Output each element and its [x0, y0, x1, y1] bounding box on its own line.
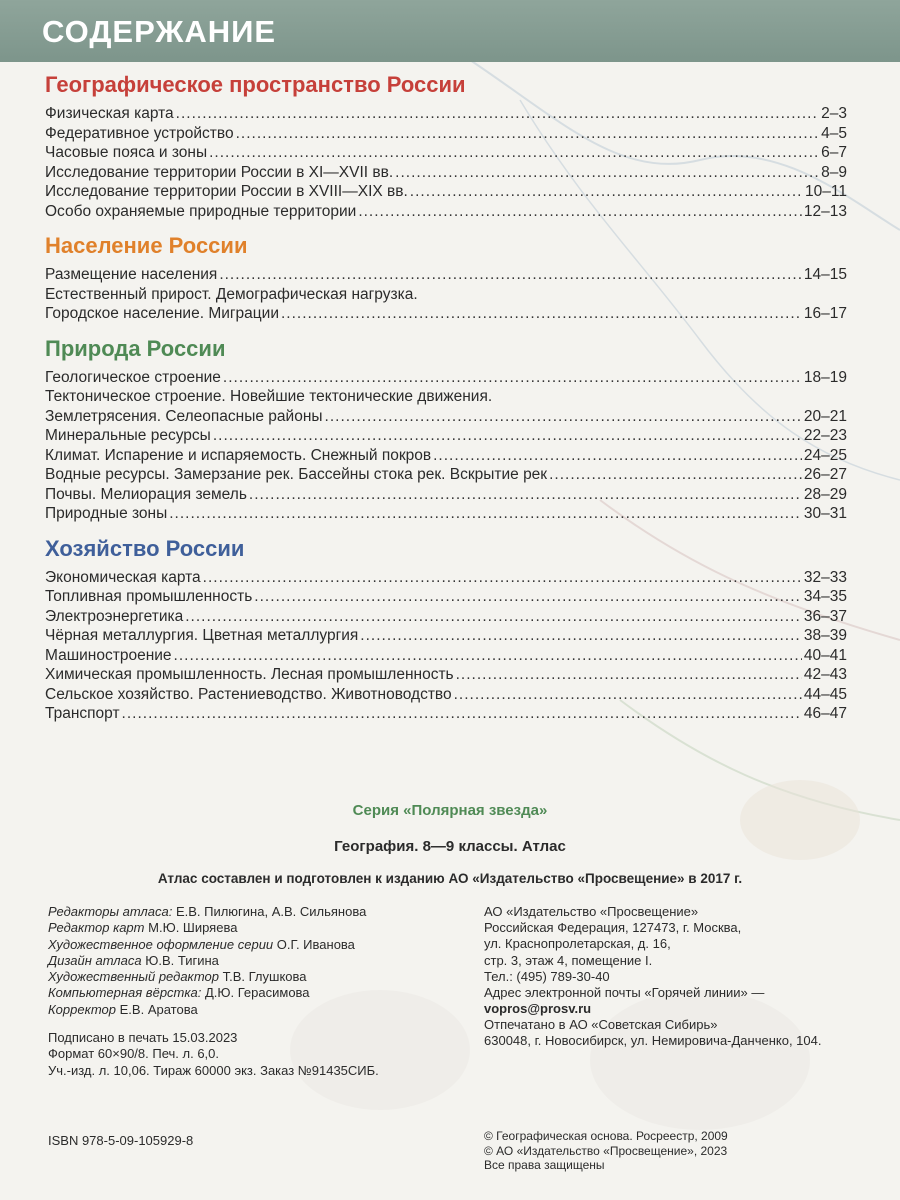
toc-entry[interactable]: Размещение населения ..... 14–15 [45, 265, 847, 285]
print-info-line: Подписано в печать 15.03.2023 [48, 1030, 238, 1045]
series-name: Серия «Полярная звезда» [352, 802, 548, 819]
publisher-line: АО «Издательство «Просвещение» [484, 904, 699, 919]
print-info-line: Уч.-изд. л. 10,06. Тираж 60000 экз. Заказ №91435СИБ. [48, 1062, 379, 1078]
toc-section [45, 231, 847, 324]
publisher-line: стр. 3, этаж 4, помещение I. [484, 952, 653, 968]
credit-line: Художественное оформление серии О.Г. Иванова [48, 936, 355, 952]
credit-line: Редактор карт М.Ю. Ширяева [48, 920, 238, 936]
isbn: ISBN 978-5-09-105929-8 [48, 1133, 194, 1148]
toc-entry[interactable]: Землетрясения. Селеопасные районы ..... 20–21 [45, 407, 847, 427]
section-title: Хозяйство России [45, 535, 245, 561]
toc-section [45, 70, 847, 221]
publisher-block [484, 904, 884, 1017]
toc-entry[interactable]: Федеративное устройство ..... 4–5 [45, 124, 847, 144]
credit-line: Корректор Е.В. Аратова [48, 1001, 198, 1017]
copyright-line: © Географическая основа. Росреестр, 2009 [484, 1129, 728, 1143]
toc-entry[interactable]: Водные ресурсы. Замерзание рек. Бассейны стока рек. Вскрытие рек ..... 26–27 [45, 465, 847, 485]
toc-entry[interactable]: Экономическая карта ..... 32–33 [45, 568, 847, 588]
toc-entry[interactable]: Транспорт ..... 46–47 [45, 704, 847, 724]
publisher-line: Адрес электронной почты «Горячей линии» — [484, 985, 765, 1001]
page-title: СОДЕРЖАНИЕ [42, 14, 277, 49]
section-title: Географическое пространство России [45, 72, 466, 97]
email-link[interactable]: vopros@prosv.ru [484, 1001, 592, 1017]
credit-line: Редакторы атласа: Е.В. Пилюгина, А.В. Сильянова [48, 904, 367, 919]
toc-entry[interactable]: Почвы. Мелиорация земель ..... 28–29 [45, 485, 847, 505]
toc-entry[interactable]: Климат. Испарение и испаряемость. Снежный покров ..... 24–25 [45, 446, 847, 466]
toc-entry[interactable]: Геологическое строение ..... 18–19 [45, 368, 847, 388]
toc-entry[interactable]: Часовые пояса и зоны ..... 6–7 [45, 143, 847, 163]
printer-line: Отпечатано в АО «Советская Сибирь» [484, 1017, 718, 1032]
toc-entry[interactable]: Городское население. Миграции ..... 16–17 [45, 304, 847, 324]
compiled-note: Атлас составлен и подготовлен к изданию АО «Издательство «Просвещение» в 2017 г. [157, 871, 743, 886]
toc-entry[interactable]: Природные зоны ..... 30–31 [45, 504, 847, 524]
publisher-line: ул. Краснопролетарская, д. 16, [484, 936, 671, 952]
toc-section [45, 534, 847, 724]
copyright-line: Все права защищены [484, 1158, 605, 1172]
credits-block [48, 904, 468, 1018]
section-title: Население России [45, 233, 248, 258]
print-info-line: Формат 60×90/8. Печ. л. 6,0. [48, 1046, 219, 1062]
toc-section [45, 334, 847, 524]
book-title: География. 8—9 классы. Атлас [334, 838, 566, 855]
copyright-line: © АО «Издательство «Просвещение», 2023 [484, 1143, 728, 1158]
header-band [0, 0, 900, 62]
publisher-line: Российская Федерация, 127473, г. Москва, [484, 920, 742, 936]
credit-line: Компьютерная вёрстка: Д.Ю. Герасимова [48, 985, 310, 1001]
toc-entry[interactable]: Минеральные ресурсы ..... 22–23 [45, 426, 847, 446]
toc-entry[interactable]: Машиностроение ..... 40–41 [45, 646, 847, 666]
printer-block [484, 1017, 894, 1050]
toc-entry[interactable]: Естественный прирост. Демографическая нагрузка. [45, 285, 418, 303]
toc-entry[interactable]: Тектоническое строение. Новейшие тектонические движения. [45, 388, 493, 405]
copyright-block [484, 1129, 884, 1173]
toc-entry[interactable]: Исследование территории России в XI—XVII вв. ..... 8–9 [45, 163, 847, 183]
toc-entry[interactable]: Топливная промышленность ..... 34–35 [45, 587, 847, 607]
toc-entry[interactable]: Особо охраняемые природные территории ..... 12–13 [45, 202, 847, 222]
toc-entry[interactable]: Сельское хозяйство. Растениеводство. Животноводство ..... 44–45 [45, 685, 847, 705]
print-info-block [48, 1030, 468, 1079]
printer-line: 630048, г. Новосибирск, ул. Немировича-Данченко, 104. [484, 1033, 822, 1049]
credit-line: Дизайн атласа Ю.В. Тигина [48, 952, 219, 968]
table-of-contents [45, 66, 847, 732]
toc-entry[interactable]: Чёрная металлургия. Цветная металлургия ..... 38–39 [45, 626, 847, 646]
toc-entry[interactable]: Исследование территории России в XVIII—XIX вв. ..... 10–11 [45, 182, 847, 202]
section-title: Природа России [45, 335, 226, 361]
toc-entry[interactable]: Химическая промышленность. Лесная промышленность ..... 42–43 [45, 665, 847, 685]
toc-entry[interactable]: Электроэнергетика ..... 36–37 [45, 607, 847, 627]
publisher-line: Тел.: (495) 789-30-40 [484, 968, 610, 984]
credit-line: Художественный редактор Т.В. Глушкова [48, 969, 307, 985]
toc-entry[interactable]: Физическая карта ..... 2–3 [45, 104, 847, 124]
